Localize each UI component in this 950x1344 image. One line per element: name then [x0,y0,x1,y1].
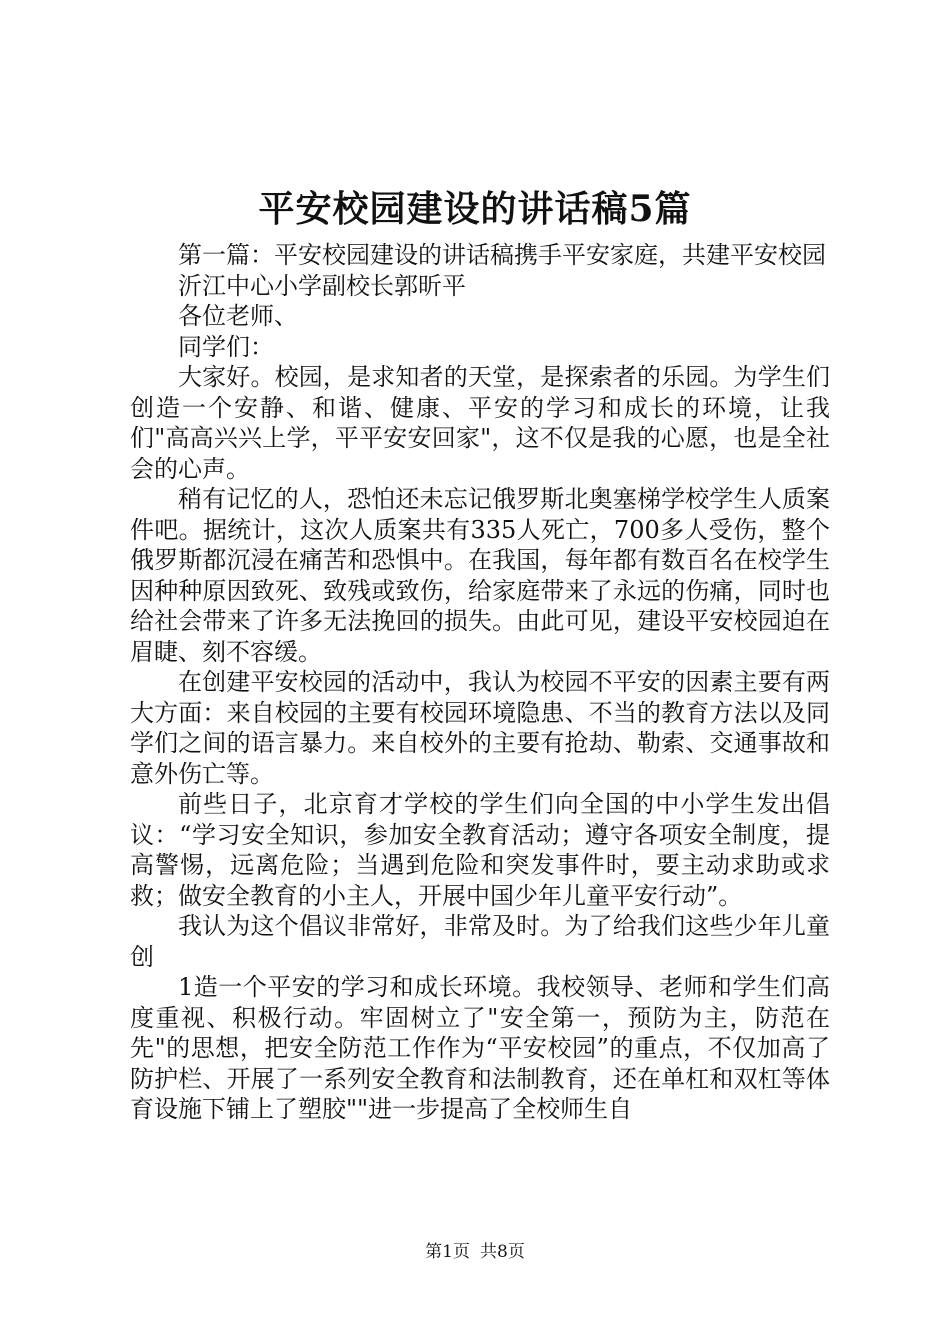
page-footer [0,1241,950,1263]
paragraph: 稍有记忆的人，恐怕还未忘记俄罗斯北奥塞梯学校学生人质案件吧。据统计，这次人质案共有335人死亡，700多人受伤，整个俄罗斯都沉浸在痛苦和恐惧中。在我国，每年都有数百名在校学生因种种原因致死、致残或致伤，给家庭带来了永远的伤痛，同时也给社会带来了许多无法挽回的损失。由此可见，建设平安校园迫在眉睫、刻不容缓。 [130,485,830,666]
page-total: 共8页 [480,1242,525,1262]
paragraph: 1造一个平安的学习和成长环境。我校领导、老师和学生们高度重视、积极行动。牢固树立了"安全第一，预防为主，防范在先"的思想，把安全防范工作作为“平安校园”的重点，不仅加高了防护栏、开展了一系列安全教育和法制教育，还在单杠和双杠等体育设施下铺上了塑胶""进一步提高了全校师生自 [130,973,830,1123]
paragraph-author: 沂江中心小学副校长郭昕平 [178,271,466,300]
paragraph-salutation: 各位老师、 [178,302,298,330]
paragraph: 我认为这个倡议非常好，非常及时。为了给我们这些少年儿童创 [130,912,830,971]
document-title: 平安校园建设的讲话稿5篇 [258,188,692,230]
paragraph-heading: 第一篇：平安校园建设的讲话稿携手平安家庭，共建平安校园 [178,241,826,269]
paragraph-salutation: 同学们： [178,332,274,361]
page-number: 第1页 [425,1242,470,1262]
paragraph: 大家好。校园，是求知者的天堂，是探索者的乐园。为学生们创造一个安静、和谐、健康、平安的学习和成长的环境，让我们"高高兴兴上学，平平安安回家"，这不仅是我的心愿，也是全社会的心声。 [130,363,830,483]
document-body [130,240,830,1125]
paragraph: 前些日子，北京育才学校的学生们向全国的中小学生发出倡议：“学习安全知识，参加安全教育活动；遵守各项安全制度，提高警惕，远离危险；当遇到危险和突发事件时，要主动求助或求救；做安全教育的小主人，开展中国少年儿童平安行动”。 [130,790,830,910]
paragraph: 在创建平安校园的活动中，我认为校园不平安的因素主要有两大方面：来自校园的主要有校园环境隐患、不当的教育方法以及同学们之间的语言暴力。来自校外的主要有抢劫、勒索、交通事故和意外伤亡等。 [130,668,830,788]
